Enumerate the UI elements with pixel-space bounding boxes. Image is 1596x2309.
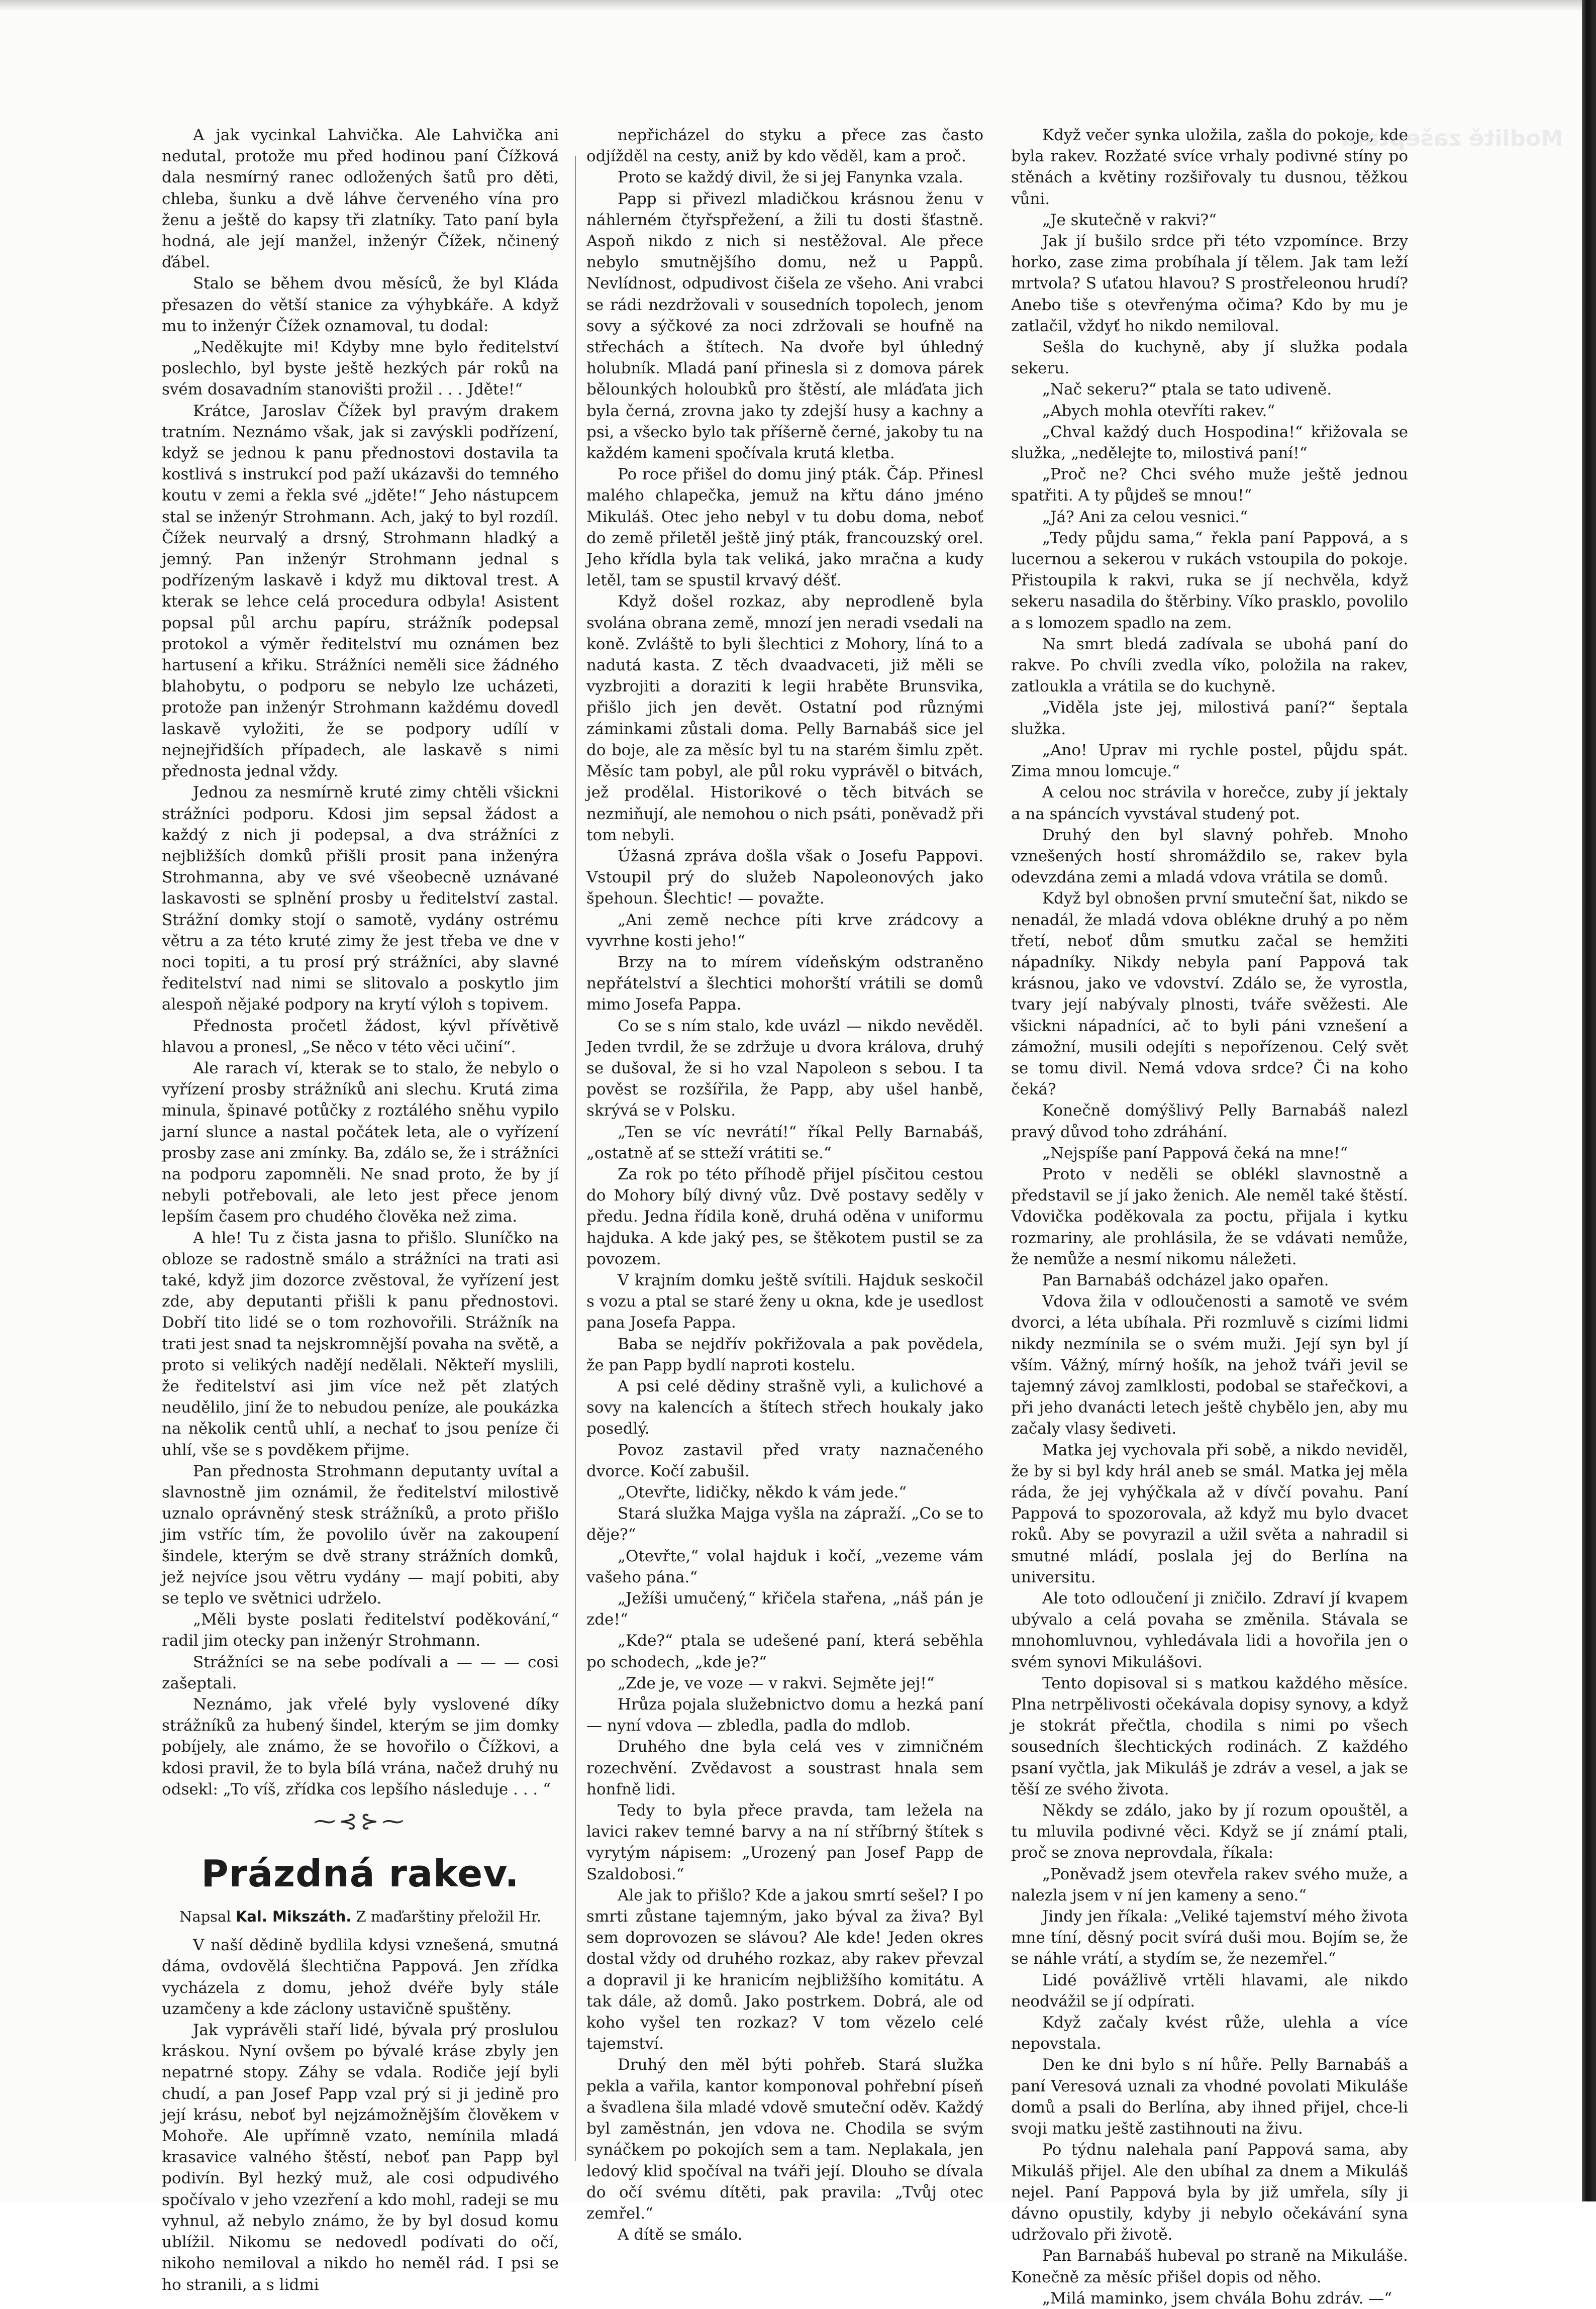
paragraph: Sešla do kuchyně, aby jí služka podala sekeru. xyxy=(1011,338,1408,378)
paragraph: „Otevřte, lidičky, někdo k vám jede.“ xyxy=(618,1483,907,1501)
paragraph: Pan přednosta Strohmann deputanty uvítal a slavnostně jim oznámil, že ředitelství milostivě uznalo oprávněný stesk strážníků, a proto přišlo jim vstříc tím, že povolilo úvěr na zakoupení šindele, kterým se dvě strany strážních domků, jež nejvíce jsou větru vydány — mají pobiti, aby se teplo ve světnici udrželo. xyxy=(162,1462,559,1608)
paragraph: Ale toto odloučení ji zničilo. Zdraví jí kvapem ubývalo a celá povaha se změnila. Stávala se mnohomluvnou, vyhledávala lidi a hovořila jen o svém synovi Mikulášovi. xyxy=(1011,1589,1408,1671)
paragraph: Když byl obnošen první smuteční šat, nikdo se nenadál, že mladá vdova oblékne druhý a po něm třetí, neboť dům smutku začal se hemžiti nápadníky. Nikdy nebyla paní Pappová tak krásnou, jako ve vdovství. Zdálo se, že vyrostla, tvary její nabývaly plnosti, tváře svěžesti. Ale všickni nápadníci, ač to byli páni vznešení a zámožní, musili odejíti s nepořízenou. Celý svět se tomu divil. Nemá vdova srdce? Či na koho čeká? xyxy=(1011,889,1408,1099)
paragraph: „Nač sekeru?“ ptala se tato udiveně. xyxy=(1042,380,1332,399)
paragraph: Matka jej vychovala při sobě, a nikdo neviděl, že by si byl kdy hrál aneb se smál. Matka jej měla ráda, že jej vyhýčkala až v dívčí povahu. Paní Pappová to spozorovala, až když mu bylo dvacet roků. Aby se povyrazil a užil světa a nahradil si smutné mládí, poslala jej do Berlína na universitu. xyxy=(1011,1441,1408,1586)
paragraph: Na smrt bledá zadívala se ubohá paní do rakve. Po chvíli zvedla víko, položila na rakev, zatloukla a vrátila se do kuchyně. xyxy=(1011,635,1408,696)
byline-prefix: Napsal xyxy=(179,1908,236,1926)
paragraph: „Tedy půjdu sama,“ řekla paní Pappová, a s lucernou a sekerou v rukách vstoupila do pokoje. Přistoupila k rakvi, ruka se jí nechvěla, když sekeru nasadila do štěrbiny. Víko prasklo, povolilo a s lomozem spadlo na zem. xyxy=(1011,529,1408,632)
paragraph: Jednou za nesmírně kruté zimy chtěli všickni strážníci podporu. Kdosi jim sepsal žádost a každý z nich ji podepsal, a dva strážníci z nejbližších domků přišli prosit pana inženýra Strohmanna, aby ve své všeobecně uznávané laskavosti se splnění prosby u ředitelství zastal. Strážní domky stojí o samotě, vydány ostrému větru a za této kruté zimy že jest třeba ve dne v noci topiti, a tu prosí prý strážníci, aby slavné ředitelství nad nimi se slitovalo a poskytlo jim alespoň nějaké podpory na krytí výloh s topivem. xyxy=(162,783,559,1014)
paragraph: Přednosta pročetl žádost, kývl přívětivě hlavou a pronesl, „Se něco v této věci učiní“. xyxy=(162,1017,559,1056)
paragraph: Tento dopisoval si s matkou každého měsíce. Plna netrpělivosti očekávala dopisy synovy, a když je stokrát přečtla, chodila s nimi po všech sousedních šlechtických rodinách. Z každého psaní vyčtla, jak Mikuláš je zdráv a vesel, a jak se těší ze svého života. xyxy=(1011,1674,1408,1798)
scan-top-shadow xyxy=(0,0,1596,11)
paragraph: Ale rarach ví, kterak se to stalo, že nebylo o vyřízení prosby strážníků ani slechu. Krutá zima minula, špinavé potůčky z roztálého sněhu vypilo jarní slunce a nastal počátek leta, ale o vyřízení prosby zase ani zmínky. Ba, zdálo se, že i strážníci na podporu zapomněli. Ne snad proto, že by jí nebyli potřebovali, ale leto jest přece jenom lepším časem pro chudého člověka než zima. xyxy=(162,1059,559,1226)
bleed-through-text: Modlitě zašeptala xyxy=(1341,126,1563,151)
column-3 xyxy=(1011,125,1408,2309)
paragraph: Po týdnu nalehala paní Pappová sama, aby Mikuláš přijel. Ale den ubíhal za dnem a Mikuláš nejel. Paní Pappová byla by již umřela, síly ji dávno opustily, kdyby ji nebylo očekávání syna udržovalo při životě. xyxy=(1011,2141,1408,2244)
paragraph: „Ježíši umučený,“ křičela stařena, „náš pán je zde!“ xyxy=(586,1589,983,1629)
paragraph: Baba se nejdřív pokřižovala a pak povědela, že pan Papp bydlí naproti kostelu. xyxy=(586,1335,983,1374)
paragraph: Pan Barnabáš odcházel jako opařen. xyxy=(1042,1271,1329,1289)
paragraph: Když došel rozkaz, aby neprodleně byla svolána obrana země, mnozí jen neradi vsedali na koně. Zvláště to byli šlechtici z Mohory, líná to a nadutá kasta. Z těch dvaadvaceti, již měli se vyzbrojiti a doraziti k legii hraběte Brunsvika, přišlo jich jen devět. Ostatní pod různými záminkami zůstali doma. Pelly Barnabáš sice jel do boje, ale za měsíc byl tu na starém šimlu zpět. Měsíc tam pobyl, ale půl roku vyprávěl o bitvách, jež prodělal. Historikové o těch bitvách se nezmiňují, ale nemohou o nich psáti, poněvadž při tom nebyli. xyxy=(586,592,983,844)
story-text-start xyxy=(162,1935,559,2295)
paragraph: V naší dědině bydlila kdysi vznešená, smutná dáma, ovdovělá šlechtična Pappová. Jen zřídka vycházela z domu, jehož dvéře byly stále uzamčeny a kde záclony ustavičně spuštěny. xyxy=(162,1936,559,2018)
paragraph: Když večer synka uložila, zašla do pokoje, kde byla rakev. Rozžaté svíce vrhaly podivné stíny po stěnách a květiny rozšiřovaly tu dusnou, těžkou vůni. xyxy=(1011,126,1408,208)
section-ornament: ⁓⊰⊱⁓ xyxy=(314,1809,407,1835)
paragraph: „Kde?“ ptala se udešené paní, která seběhla po schodech, „kde je?“ xyxy=(586,1632,983,1671)
paragraph: „Otevřte,“ volal hajduk i kočí, „vezeme vám vašeho pána.“ xyxy=(586,1547,983,1586)
paragraph: Jak jí bušilo srdce při této vzpomínce. Brzy horko, zase zima probíhala jí tělem. Jak tam leží mrtvola? S uťatou hlavou? S prostřeleonou hrudí? Anebo tiše s otevřenýma očima? Kdo by mu je zatlačil, vždyť ho nikdo nemiloval. xyxy=(1011,232,1408,335)
paragraph: Jak vyprávěli staří lidé, bývala prý proslulou kráskou. Nyní ovšem po bývalé kráse zbyly jen nepatrné stopy. Záhy se vdala. Rodiče její byli chudí, a pan Josef Papp vzal prý si ji jedině pro její krásu, neboť byl nejzámožnějším člověkem v Mohoře. Ale upřímně vzato, nemínila mladá krasavice valného štěstí, neboť pan Papp byl podivín. Byl hezký muž, ale cosi odpudivého spočívalo v jeho vzezření a kdo mohl, radeji se mu vyhnul, až nebylo známo, že by byl dosud komu ublížil. Nikomu se nedovedl podívati do očí, nikoho nemiloval a nikdo ho neměl rád. I psi se ho stranili, a s lidmi xyxy=(162,2021,559,2294)
paragraph: Po roce přišel do domu jiný pták. Čáp. Přinesl malého chlapečka, jemuž na křtu dáno jméno Mikuláš. Otec jeho nebyl v tu dobu doma, neboť do země přiletěl ještě jiný pták, francouzský orel. Jeho křídla byla tak veliká, jako mračna a kudy letěl, tam se spustil krvavý déšť. xyxy=(586,465,983,590)
paragraph: „Zde je, ve voze — v rakvi. Sejměte jej!“ xyxy=(618,1674,935,1692)
paragraph: „Chval každý duch Hospodina!“ křižovala se služka, „nedělejte to, milostivá paní!“ xyxy=(1011,423,1408,463)
paragraph: „Já? Ani za celou vesnici.“ xyxy=(1042,508,1248,526)
paragraph: Tedy to byla přece pravda, tam ležela na lavici rakev temné barvy a na ní stříbrný štítek s vyrytým nápisem: „Urozený pan Josef Papp de Szaldobosi.“ xyxy=(586,1801,983,1883)
paragraph: Za rok po této příhodě přijel písčitou cestou do Mohory bílý divný vůz. Dvě postavy seděly v předu. Jedna řídila koně, druhá oděna v uniformu hajduka. A kde jaký pes, se štěkotem pustil se za povozem. xyxy=(586,1165,983,1268)
paragraph: Papp si přivezl mladičkou krásnou ženu v náhlerném čtyřspřežení, a žili tu dosti šťastně. Aspoň nikdo z nich si nestěžoval. Ale přece nebylo smutnějšího domu, než u Pappů. Nevlídnost, odpudivost čišela ze všeho. Ani vrabci se rádi nezdržovali v sousedních topolech, jenom sovy a sýčkové za noci zdržovali se houfně na střechách a štítech. Na dvoře byl úhledný holubník. Mladá paní přinesla si z domova párek bělounkých holoubků pro štěstí, ale mláďata jich byla černá, zrovna jako ty zdejší husy a kachny a psi, a všecko bylo tak příšerně černé, jakoby tu na každém kameni spočívala krutá kletba. xyxy=(586,189,983,463)
paragraph: „Viděla jste jej, milostivá paní?“ šeptala služka. xyxy=(1011,698,1408,738)
paragraph: Ale jak to přišlo? Kde a jakou smrtí sešel? I po smrti zůstane tajemným, jako býval za živa? Byl sem doprovozen se slávou? Ale kde! Jeden okres dostal vždy od druhého rozkaz, aby rakev převzal a dopravil ji ke hranicím nejbližšího komitátu. A tak dále, až domů. Jako postrkem. Dobrá, ale od koho vyšel ten rozkaz? V tom vězelo celé tajemství. xyxy=(586,1886,983,2053)
paragraph: „Neděkujte mi! Kdyby mne bylo ředitelství poslechlo, byl byste ještě hezkých pár roků na svém dosavadním stanovišti prožil . . . Jděte!“ xyxy=(162,338,559,399)
paragraph: Neznámo, jak vřelé byly vyslovené díky strážníků za hubený šindel, kterým se jim domky pobíjely, ale známo, že se hovořilo o Čížkovi, a kdosi pravil, že to byla bílá vrána, načež druhý nu odsekl: „To víš, zřídka cos lepšího následuje . . . “ xyxy=(162,1695,559,1798)
paragraph: Někdy se zdálo, jako by jí rozum opouštěl, a tu mluvila podivné věci. Když se jí známí ptali, proč se znova neprovdala, říkala: xyxy=(1011,1801,1408,1862)
paragraph: Brzy na to mírem vídeňským odstraněno nepřátelství a šlechtici mohorští vrátili se domů mimo Josefa Pappa. xyxy=(586,953,983,1014)
paragraph: Vdova žila v odloučenosti a samotě ve svém dvorci, a léta ubíhala. Při rozmluvě s cizími lidmi nikdy nezmínila se o svém muži. Její syn byl jí vším. Vážný, mírný hošík, na jehož tváři jevil se tajemný závoj zamlklosti, podobal se stařečkovi, a při jeho dvanácti letech ještě chybělo jen, aby mu začaly vlasy šediveti. xyxy=(1011,1292,1408,1438)
paragraph: Pan Barnabáš hubeval po straně na Mikuláše. Konečně za měsíc přišel dopis od něho. xyxy=(1011,2247,1408,2286)
paragraph: Druhého dne byla celá ves v zimničném rozechvění. Zvědavost a soustrast hnala sem honfně lidi. xyxy=(586,1738,983,1798)
story-title: Prázdná rakev. xyxy=(201,1852,520,1896)
paragraph: A celou noc strávila v horečce, zuby jí jektaly a na spáncích vyvstával studený pot. xyxy=(1011,783,1408,823)
previous-story-text xyxy=(162,125,559,1800)
paragraph: Úžasná zpráva došla však o Josefu Pappovi. Vstoupil prý do služeb Napoleonových jako špehoun. Šlechtic! — považte. xyxy=(586,847,983,908)
paragraph: Druhý den měl býti pohřeb. Stará služka pekla a vařila, kantor komponoval pohřební píseň a švadlena šila mladé vdově smuteční oděv. Každý byl zaměstnán, jen vdova ne. Chodila se svým synáčkem po pokojích sem a tam. Neplakala, jen ledový klid spočíval na tváři její. Dlouho se dívala do očí svému dítěti, pak pravila: „Tvůj otec zemřel.“ xyxy=(586,2056,983,2223)
byline-author: Kal. Mikszáth. xyxy=(235,1908,352,1926)
paragraph: nepřicházel do styku a přece zas často odjížděl na cesty, aniž by kdo věděl, kam a proč. xyxy=(586,126,983,166)
paragraph: „Je skutečně v rakvi?“ xyxy=(1042,211,1217,229)
paragraph: „Ano! Uprav mi rychle postel, půjdu spát. Zima mnou lomcuje.“ xyxy=(1011,741,1408,781)
paragraph: Povoz zastavil před vraty naznačeného dvorce. Kočí zabušil. xyxy=(586,1441,983,1480)
story-text-end xyxy=(1011,125,1408,2309)
paragraph: Stará služka Majga vyšla na zápraží. „Co se to děje?“ xyxy=(586,1504,983,1544)
paragraph: Konečně domýšlivý Pelly Barnabáš nalezl pravý důvod toho zdráhání. xyxy=(1011,1101,1408,1141)
paragraph: Jindy jen říkala: „Veliké tajemství mého života mne tíní, děsný pocit svírá duši mou. Bojím se, že se náhle vrátí, a stydím se, že nezemřel.“ xyxy=(1011,1908,1408,1968)
column-1 xyxy=(162,125,559,2295)
paragraph: A hle! Tu z čista jasna to přišlo. Sluníčko na obloze se radostně smálo a strážníci na trati asi také, když jim dozorce zvěstoval, že vyřízení jest zde, aby deputanti přišli k panu přednostovi. Dobří tito lidé se o tom rozhovořili. Strážník na trati jest snad ta nejskromnější povaha na světě, a proto si velikých nadějí nedělali. Někteří myslili, že ředitelství asi jim více než pět zlatých neudělilo, jiní že to nebudou peníze, ale poukázka na několik centů uhlí, a nechať to jsou peníze či uhlí, vše se s povděkem přijme. xyxy=(162,1229,559,1459)
paragraph: A jak vycinkal Lahvička. Ale Lahvička ani nedutal, protože mu před hodinou paní Čížková dala nesmírný ranec odložených šatů pro děti, chleba, šunku a dvě láhve červeného vína pro ženu a ještě do kapsy tři zlatníky. Tato paní byla hodná, ale její manžel, inženýr Čížek, nčinený ďábel. xyxy=(162,126,559,272)
paragraph: Když začaly kvést růže, ulehla a více nepovstala. xyxy=(1011,2014,1408,2053)
paragraph: Proto v neděli se oblékl slavnostně a představil se jí jako ženich. Ale neměl také štěstí. Vdovička poděkovala za poctu, přijala i kytku rozmariny, ale prohlásila, že se vdávati nemůže, že nemůže a nesmí nikomu náležeti. xyxy=(1011,1165,1408,1268)
paragraph: A dítě se smálo. xyxy=(618,2226,743,2244)
byline xyxy=(162,1906,559,1927)
paragraph: Stalo se během dvou měsíců, že byl Kláda přesazen do větší stanice za výhybkáře. A když mu to inženýr Čížek oznamoval, tu dodal: xyxy=(162,274,559,335)
paragraph: „Abych mohla otevříti rakev.“ xyxy=(1042,401,1275,420)
paragraph: „Milá maminko, jsem chvála Bohu zdráv. —“ xyxy=(1042,2289,1392,2307)
paragraph: „Proč ne? Chci svého muže ještě jednou spatřiti. A ty půjdeš se mnou!“ xyxy=(1011,465,1408,505)
column-divider-1 xyxy=(575,156,576,2161)
paragraph: V krajním domku ještě svítili. Hajduk seskočil s vozu a ptal se staré ženy u okna, kde je usedlost pana Josefa Pappa. xyxy=(586,1271,983,1332)
paragraph: Hrůza pojala služebnictvo domu a hezká paní — nyní vdova — zbledla, padla do mdlob. xyxy=(586,1695,983,1735)
paragraph: A psi celé dědiny strašně vyli, a kulichové a sovy na kalencích a štítech střech houkaly jako posedlý. xyxy=(586,1377,983,1438)
paragraph: Krátce, Jaroslav Čížek byl pravým drakem tratním. Neznámo však, jak si zavýskli podřízení, když se jednou k panu přednostovi dostavila ta kostlivá s instrukcí pod paží ukázavši do temného koutu v zemi a řekla své „jděte!“ Jeho nástupcem stal se inženýr Strohmann. Ach, jaký to byl rozdíl. Čížek neurvalý a drsný, Strohmann hladký a jemný. Pan inženýr Strohmann jednal s podřízeným laskavě i když mu diktoval trest. A kterak se lehce celá procedura odbyla! Asistent popsal půl archu papíru, strážník podepsal protokol a výměr ředitelství mu oznámen bez hartusení a křiku. Strážníci neměli sice žádného blahobytu, o podporu se nebylo lze ucházeti, protože pan inženýr Strohmann každému dovedl laskavě vyložiti, že se podpory udílí v nejnejřidších případech, ale laskavě s nimi přednosta jednal vždy. xyxy=(162,401,559,781)
paragraph: „Ani země nechce píti krve zrádcovy a vyvrhne kosti jeho!“ xyxy=(586,911,983,950)
column-2 xyxy=(586,125,983,2245)
paragraph: Proto se každý divil, že si jej Fanynka vzala. xyxy=(618,168,963,187)
story-text-middle xyxy=(586,125,983,2245)
paragraph: „Nejspíše paní Pappová čeká na mne!“ xyxy=(1042,1144,1348,1162)
scan-dark-edge xyxy=(1582,0,1596,2201)
paragraph: „Poněvadž jsem otevřela rakev svého muže, a nalezla jsem v ní jen kameny a seno.“ xyxy=(1011,1865,1408,1904)
paragraph: Den ke dni bylo s ní hůře. Pelly Barnabáš a paní Veresová uznali za vhodné povolati Mikuláše domů a psali do Berlína, aby ihned přijel, chce-li svoji matku ještě zastihnouti na živu. xyxy=(1011,2056,1408,2138)
paragraph: Co se s ním stalo, kde uvázl — nikdo nevěděl. Jeden tvrdil, že se zdržuje u dvora králova, druhý se dušoval, že si ho vzal Napoleon s sebou. I ta pověst se rozšířila, že Papp, aby ušel hanbě, skrývá se v Polsku. xyxy=(586,1017,983,1120)
paragraph: Druhý den byl slavný pohřeb. Mnoho vznešených hostí shromáždilo se, rakev byla odevzdána zemi a mladá vdova vrátila se domů. xyxy=(1011,826,1408,887)
byline-suffix: Z maďarštiny přeložil Hr. xyxy=(351,1908,542,1926)
paragraph: Strážníci se na sebe podívali a — — — cosi zašeptali. xyxy=(162,1653,559,1692)
paragraph: „Měli byste poslati ředitelství poděkování,“ radil jim otecky pan inženýr Strohmann. xyxy=(162,1611,559,1650)
paragraph: „Ten se víc nevrátí!“ říkal Pelly Barnabáš, „ostatně ať se stteží vrátiti se.“ xyxy=(586,1123,983,1162)
paragraph: Lidé povážlivě vrtěli hlavami, ale nikdo neodvážil se jí odpírati. xyxy=(1011,1971,1408,2011)
